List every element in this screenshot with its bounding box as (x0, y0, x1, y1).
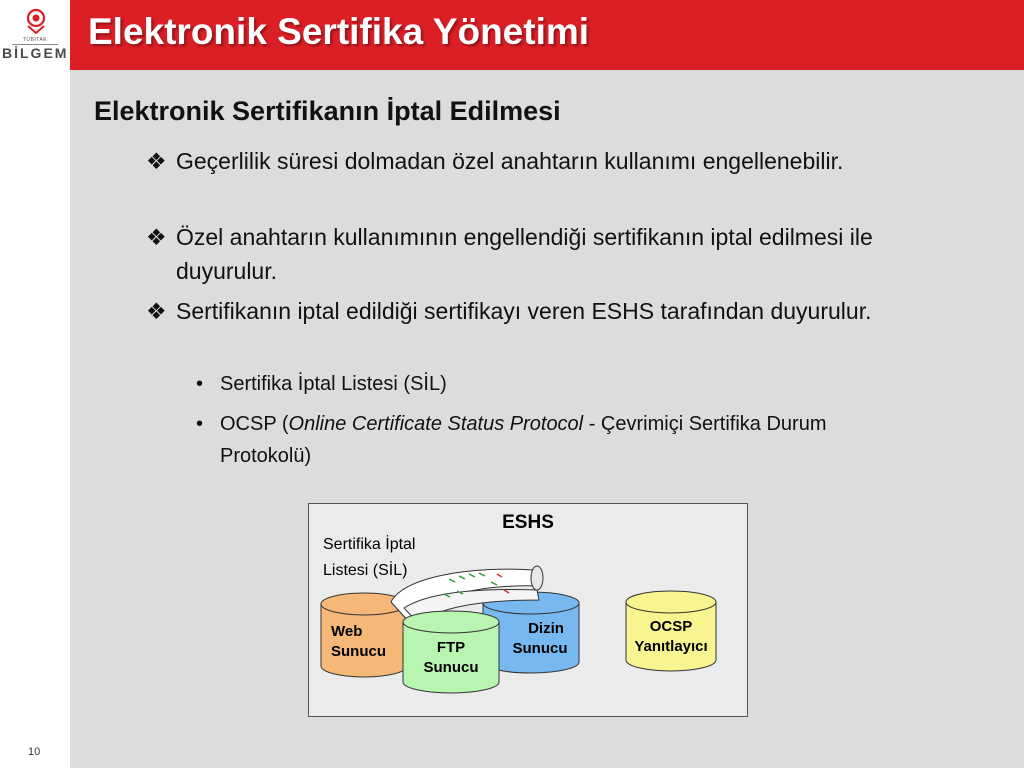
sub-bullet-text (220, 408, 920, 472)
page-number: 10 (28, 746, 41, 758)
sub-bullet-item (196, 408, 956, 472)
slide-header (70, 0, 1024, 70)
slide-content (70, 70, 1024, 768)
web-server-label (323, 622, 411, 662)
eshs-title: ESHS (502, 512, 554, 533)
bullet-text: Geçerlilik süresi dolmadan özel anahtarın kullanımı engellenebilir. (176, 148, 844, 174)
ocsp-suffix: - Çevrimiçi Sertifika Durum Protokolü) (220, 413, 827, 467)
ftp-server-label (411, 638, 491, 678)
ocsp-responder-label (623, 617, 719, 657)
logo-emblem-icon (24, 8, 48, 34)
bullet-item (146, 294, 946, 328)
sil-label-line1: Sertifika İptal (323, 536, 416, 553)
ocsp-prefix: OCSP ( (220, 413, 289, 435)
dot-bullet-icon: • (196, 413, 204, 435)
logo-small-text: TÜBİTAK (22, 37, 48, 43)
sub-bullet-item (196, 368, 956, 400)
web-server-label-line2: Sunucu (331, 643, 386, 660)
sub-bullet-text: Sertifika İptal Listesi (SİL) (220, 373, 447, 395)
diagram-graphics (309, 504, 747, 716)
ftp-server-label-line2: Sunucu (423, 659, 479, 676)
directory-server-label (505, 619, 575, 659)
tubitak-bilgem-logo (2, 8, 68, 66)
logo-name: BİLGEM (2, 45, 69, 61)
slide-title: Elektronik Sertifika Yönetimi (88, 11, 590, 52)
slide-subtitle: Elektronik Sertifikanın İptal Edilmesi (94, 96, 561, 126)
bullet-text: Özel anahtarın kullanımının engellendiği sertifikanın iptal edilmesi ile duyurulur. (176, 224, 873, 284)
ocsp-responder-label-line1: OCSP (649, 618, 693, 635)
eshs-diagram (308, 503, 748, 717)
bullet-item (146, 220, 946, 288)
diamond-bullet-icon: ❖ (146, 298, 167, 324)
sil-label-line2: Listesi (SİL) (323, 562, 408, 579)
ocsp-responder-label-line2: Yanıtlayıcı (634, 638, 708, 655)
bullet-text: Sertifikanın iptal edildiği sertifikayı veren ESHS tarafından duyurulur. (176, 298, 872, 324)
directory-server-label-line2: Sunucu (512, 640, 568, 657)
ftp-server-label-line1: FTP (436, 639, 466, 656)
dot-bullet-icon: • (196, 373, 204, 395)
web-server-label-line1: Web (331, 623, 363, 640)
diamond-bullet-icon: ❖ (146, 148, 167, 174)
ocsp-full-name: Online Certificate Status Protocol (288, 413, 584, 435)
diamond-bullet-icon: ❖ (146, 224, 167, 250)
bullet-item (146, 144, 946, 178)
directory-server-label-line1: Dizin (528, 620, 564, 637)
sidebar (0, 0, 71, 768)
